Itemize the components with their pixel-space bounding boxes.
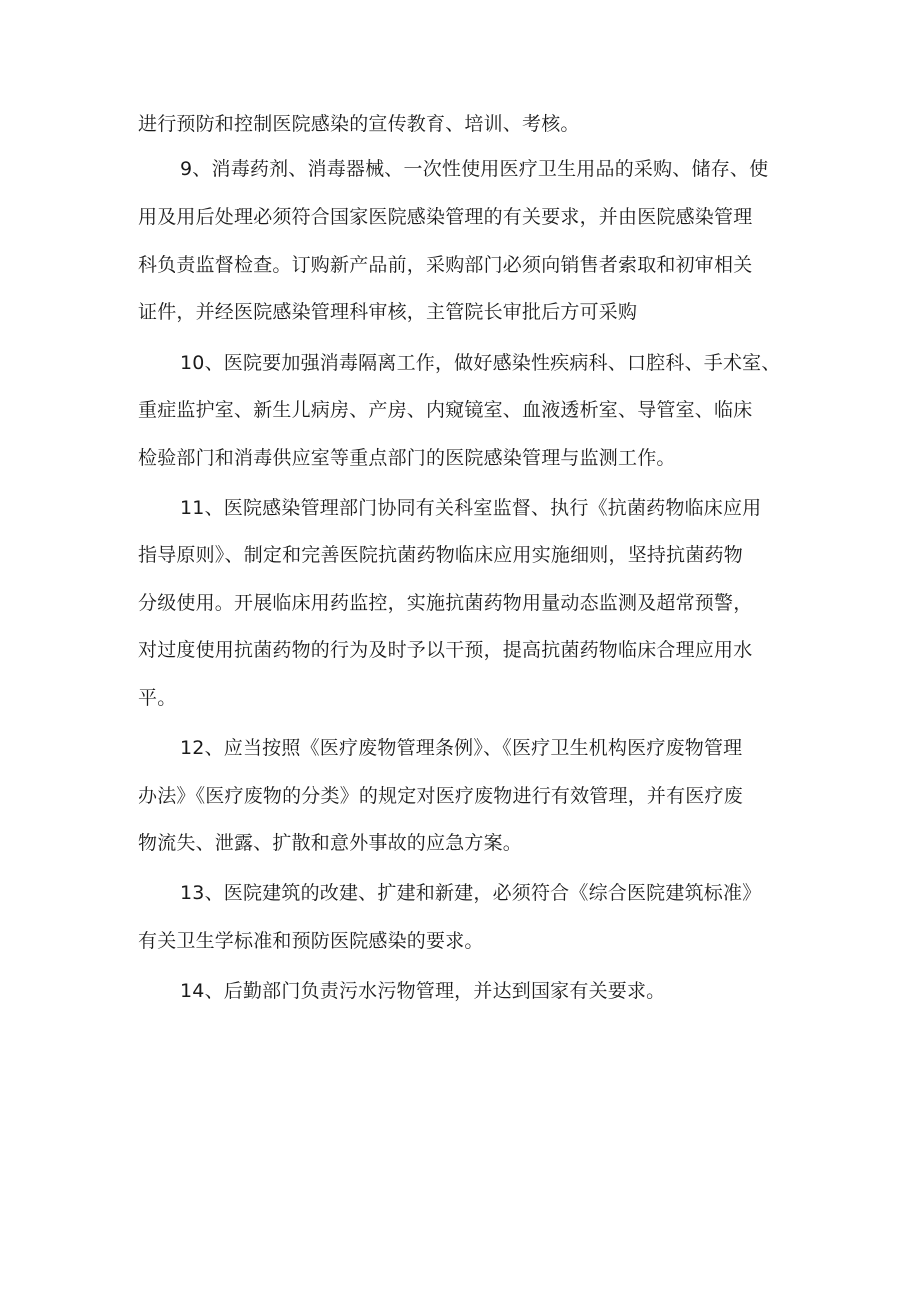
text-line: 进行预防和控制医院感染的宣传教育、培训、考核。 (138, 113, 580, 135)
text-line: 对过度使用抗菌药物的行为及时予以干预，提高抗菌药物临床合理应用水 (138, 639, 753, 661)
text-line: 平。 (138, 687, 177, 709)
text-line: 重症监护室、新生儿病房、产房、内窥镜室、血液透析室、导管室、临床 (138, 399, 753, 421)
text-line: 办法》《医疗废物的分类》的规定对医疗废物进行有效管理，并有医疗废 (138, 785, 743, 807)
text-line: 用及用后处理必须符合国家医院感染管理的有关要求，并由医院感染管理 (138, 206, 753, 228)
text-line: 证件，并经医院感染管理科审核，主管院长审批后方可采购 (138, 301, 638, 323)
text-line: 检验部门和消毒供应室等重点部门的医院感染管理与监测工作。 (138, 447, 676, 469)
text-line: 11、医院感染管理部门协同有关科室监督、执行《抗菌药物临床应用 (180, 497, 762, 519)
text-line: 12、应当按照《医疗废物管理条例》、《医疗卫生机构医疗废物管理 (180, 737, 743, 759)
text-line: 物流失、泄露、扩散和意外事故的应急方案。 (138, 832, 523, 854)
text-line: 有关卫生学标准和预防医院感染的要求。 (138, 930, 484, 952)
text-line: 科负责监督检查。订购新产品前，采购部门必须向销售者索取和初审相关 (138, 254, 753, 276)
text-line: 9、消毒药剂、消毒器械、一次性使用医疗卫生用品的采购、储存、使 (180, 158, 769, 180)
text-line: 14、后勤部门负责污水污物管理，并达到国家有关要求。 (180, 980, 666, 1002)
text-line: 分级使用。开展临床用药监控，实施抗菌药物用量动态监测及超常预警， (138, 592, 753, 614)
text-line: 13、医院建筑的改建、扩建和新建，必须符合《综合医院建筑标准》 (180, 882, 762, 904)
text-line: 10、医院要加强消毒隔离工作，做好感染性疾病科、口腔科、手术室、 (180, 352, 781, 374)
text-line: 指导原则》、制定和完善医院抗菌药物临床应用实施细则，坚持抗菌药物 (138, 544, 743, 566)
